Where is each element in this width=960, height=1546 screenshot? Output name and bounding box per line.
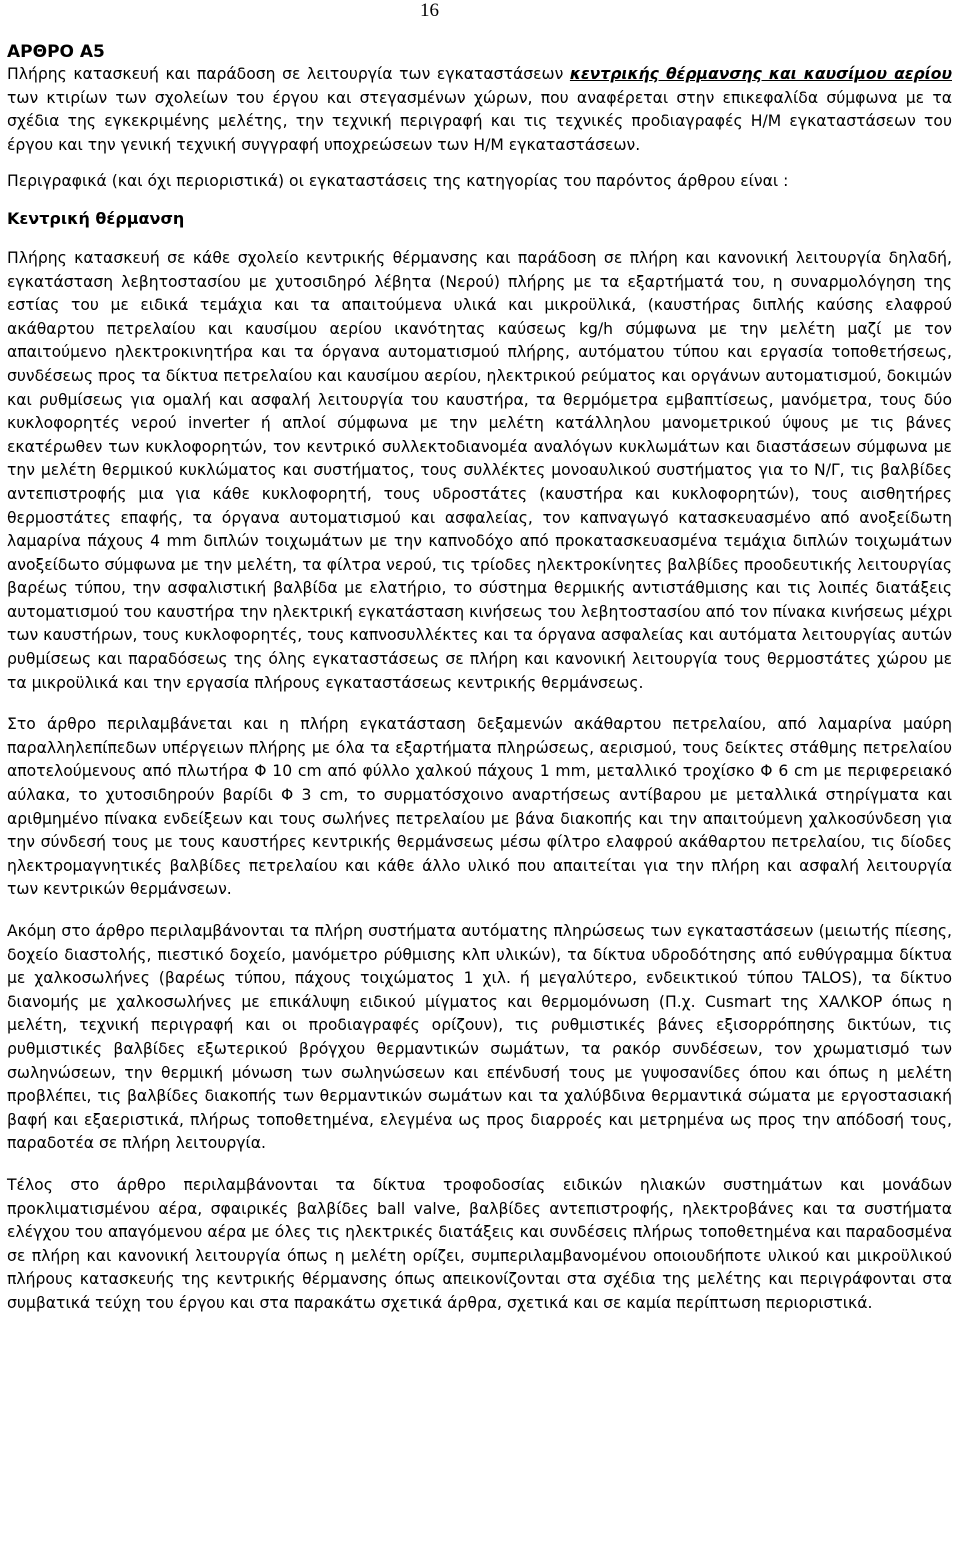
intro-paragraph (7, 63, 952, 157)
article-title: ΑΡΘΡΟ Α5 (7, 42, 105, 62)
body-paragraph-filling-systems: Ακόμη στο άρθρο περιλαμβάνονται τα πλήρη συστήματα αυτόματης πληρώσεως των εγκαταστάσεων (μειωτής πίεσης, δοχείο διαστολής, πιεστικό δοχείο, μανόμετρο ρύθμισης κλπ υλικών), τα δίκτυα υδροδότησης από ευθύγραμμα δίκτυα με χαλκοσωλήνες (βαρέως τύπου, πάχους τοιχώματος 1 χιλ. ή μεγαλύτερο, ενδεικτικού τύπου TALOS), τα δίκτυο διανομής με χαλκοσωλήνες με επικάλυψη ειδικού μίγματος και θερμομόνωση (Π.χ. Cusmart της ΧΑΛΚΟΡ όπως η μελέτη, τεχνική περιγραφή και οι προδιαγραφές ορίζουν), τις ρυθμιστικές βάνες εξισορρόπησης δικτύων, τις ρυθμιστικές βαλβίδες εξωτερικού βρόγχου θερμαντικών σωμάτων, τα ρακόρ συνδέσεων, τον χρωματισμό των σωληνώσεων, την θερμική μόνωση των σωληνώσεων και επένδυσή τους με γυψοσανίδες όπου και όπως η μελέτη προβλέπει, τις βαλβίδες διακοπής των θερμαντικών σωμάτων και τα χαλύβδινα θερμαντικά σώματα με εργοστασιακή βαφή και εξαεριστικά, πλήρως τοποθετημένα, ελεγμένα ως προς διαρροές και μετρημένα ως προς την απόδοσή τους, παραδοτέα σε πλήρη λειτουργία. (7, 922, 952, 1153)
intro-text-before: Πλήρης κατασκευή και παράδοση σε λειτουργία των εγκαταστάσεων (7, 65, 570, 83)
description-paragraph: Περιγραφικά (και όχι περιοριστικά) οι εγκαταστάσεις της κατηγορίας του παρόντος άρθρου είναι : (7, 172, 789, 191)
intro-text-after: των κτιρίων των σχολείων του έργου και στεγασμένων χώρων, που αναφέρεται στην επικεφαλίδα σύμφωνα με τα σχέδια της εγκεκριμένης μελέτης, την τεχνική περιγραφή και τις τεχνικές προδιαγραφές Η/Μ εγκαταστάσεων του έργου και την γενική τεχνική συγγραφή υποχρεώσεων των Η/Μ εγκαταστάσεων. (7, 88, 952, 154)
document-body (7, 41, 952, 1316)
body-paragraph-heating: Πλήρης κατασκευή σε κάθε σχολείο κεντρικής θέρμανσης και παράδοση σε πλήρη και κανονική λειτουργία δηλαδή, εγκατάσταση λεβητοστασίου με χυτοσιδηρό λέβητα (Νερού) πλήρης με τα εξαρτήματά του, η συναρμολόγηση της εστίας του με ειδικά τεμάχια και τα απαιτούμενα υλικά και μικροϋλικά, (καυστήρας διπλής καύσης ελαφρού ακάθαρτου πετρελαίου και καυσίμου αερίου ικανότητας καύσεως kg/h σύμφωνα με την μελέτη μαζί με τον απαιτούμενο ηλεκτροκινητήρα και τα όργανα αυτοματισμού πλήρης, αυτόματου τύπου και εργασία τοποθετήσεως, συνδέσεως προς τα δίκτυα πετρελαίου και καυσίμου αερίου, ηλεκτρικού ρεύματος και οργάνων αυτοματισμού, δοκιμών και ρυθμίσεως για ομαλή και ασφαλή λειτουργία του καυστήρα, τα θερμόμετρα εμβαπτίσεως, μανόμετρα, τους δύο κυκλοφορητές νερού inverter ή απλοί σύμφωνα με την μελέτη κατάλληλου μανομετρικού ύψους με τις βάνες εκατέρωθεν των κυκλοφορητών, τον κεντρικό συλλεκτοδιανομέα αναλόγων κυκλωμάτων και διαστάσεων σύμφωνα με την μελέτη θερμικού κυκλώματος και συστήματος, τους συλλέκτες μονοαυλικού συστήματος για το Ν/Γ, τις βαλβίδες αντεπιστροφής μια για κάθε κυκλοφορητή, τους υδροστάτες (καυστήρα και κυκλοφορητών), τους αισθητήρες θερμοστάτες επαφής, τα όργανα αυτοματισμού και ασφαλείας, τον καπναγωγό κατασκευασμένο από ανοξείδωτη λαμαρίνα πάχους 4 mm διπλών τοιχωμάτων με την καπνοδόχο από προκατασκευασμένα τεμάχια διπλών τοιχωμάτων ανοξείδωτο σύμφωνα με την μελέτη, τα φίλτρα νερού, τις τρίοδες ηλεκτροκίνητες βαλβίδες προοδευτικής λειτουργίας βαρέως τύπου, την ασφαλιστική βαλβίδα με ελατήριο, το σύστημα θερμικής αντιστάθμισης και τις λοιπές διατάξεις αυτοματισμού του καυστήρα την ηλεκτρική εγκατάσταση κινήσεως του λεβητοστασίου από τον πίνακα κινήσεως μέχρι των καυστήρων, τους κυκλοφορητές, τους καπνοσυλλέκτες και τα όργανα ασφαλείας και αυτόματα λειτουργίας αυτών ρυθμίσεως και παραδόσεως της όλης εγκαταστάσεως σε πλήρη και κανονική λειτουργία τους θερμοστάτες χώρου με τα μικροϋλικά και την εργασία πλήρους εγκαταστάσεως κεντρικής θερμάνσεως. (7, 248, 952, 692)
body-paragraph-supply-networks: Τέλος στο άρθρο περιλαμβάνονται τα δίκτυα τροφοδοσίας ειδικών ηλιακών συστημάτων και μονάδων προκλιματισμένου αέρα, σφαιρικές βαλβίδες ball valve, βαλβίδες αντεπιστροφής, ηλεκτροβάνες και τα συστήματα ελέγχου του απαγόμενου αέρα με όλες τις ηλεκτρικές διατάξεις και συνδέσεις πλήρως τοποθετημένα και παραδοσμένα σε πλήρη και κανονική λειτουργία όπως η μελέτη ορίζει, συμπεριλαμβανομένου οποιουδήποτε υλικού και μικροϋλικού πλήρους κατασκευής της κεντρικής θέρμανσης όπως απεικονίζονται στα σχέδια της μελέτης και περιγράφονται στα συμβατικά τεύχη του έργου και στα παρακάτω σχετικά άρθρα, σχετικά και σε καμία περίπτωση περιοριστικά. (7, 1175, 952, 1312)
intro-emphasis: κεντρικής θέρμανσης και καυσίμου αερίου (569, 65, 952, 83)
section-title: Κεντρική θέρμανση (7, 208, 185, 228)
body-paragraph-oil-tanks: Στο άρθρο περιλαμβάνεται και η πλήρη εγκατάσταση δεξαμενών ακάθαρτου πετρελαίου, από λαμαρίνα μαύρη παραλληλεπίπεδων υπέργειων πλήρης με όλα τα εξαρτήματα πληρώσεως, αερισμού, τους δείκτες στάθμης πετρελαίου αποτελούμενους από πλωτήρα Φ 10 cm από φύλλο χαλκού πάχους 1 mm, μεταλλικό τροχίσκο Φ 6 cm με περιφερειακό αύλακα, το χυτοσιδηρούν βαρίδι Φ 3 cm, το συρματόσχοινο αναρτήσεως αντίβαρου με μεταλλικά στηρίγματα και αριθμημένο πίνακα ενδείξεων και τους σωλήνες πετρελαίου με βάνα διακοπής και την απαιτούμενη χαλκοσύνδεση για την σύνδεσή τους με τους καυστήρες κεντρικής θερμάνσεως μέσω φίλτρο ελαφρού ακάθαρτου πετρελαίου, τις δίοδες ηλεκτρομαγνητικές βαλβίδες πετρελαίου και κάθε άλλο υλικό που απαιτείται για την πλήρη και ασφαλή λειτουργία των κεντρικών θερμάνσεων. (7, 715, 952, 899)
page-number: 16 (420, 0, 439, 21)
